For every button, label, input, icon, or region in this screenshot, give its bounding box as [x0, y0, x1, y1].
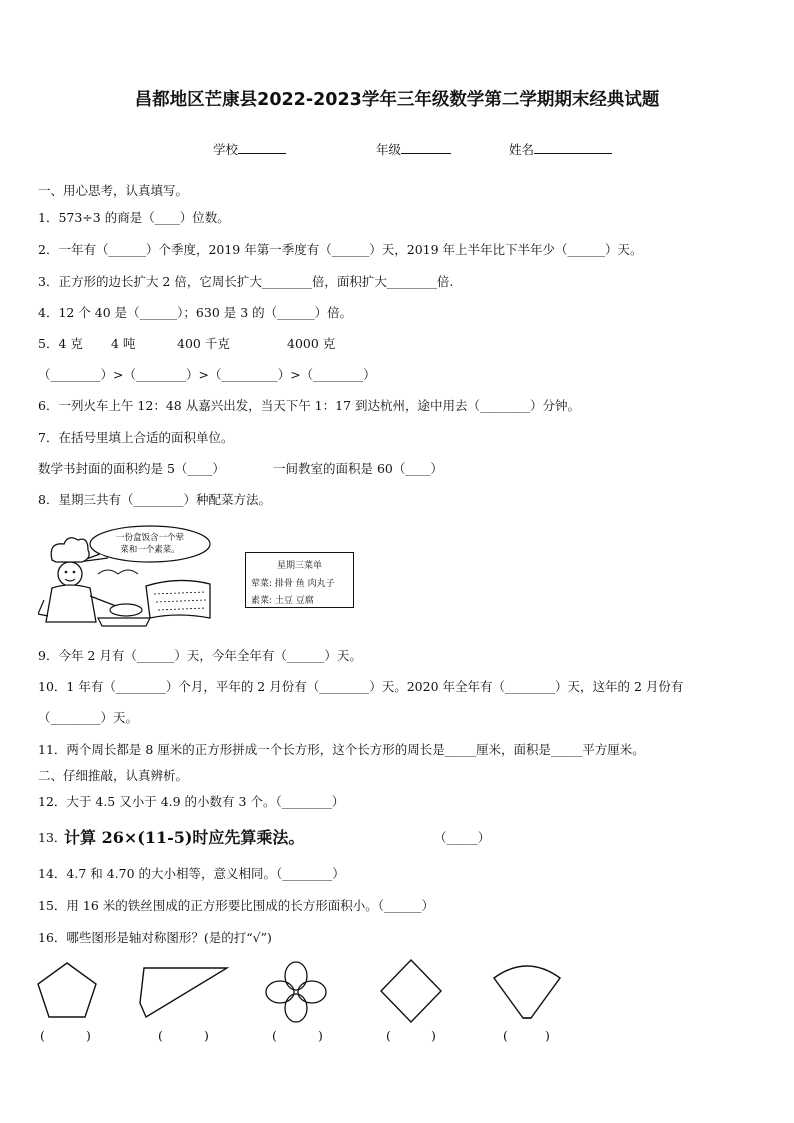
question-7-part-b: 一间教室的面积是 60（____）	[273, 461, 443, 476]
shape-5-open-paren: (	[503, 1028, 508, 1043]
question-5-item-4: 4000 克	[287, 336, 336, 351]
question-14: 14．4.7 和 4.70 的大小相等，意义相同。（________）	[38, 866, 345, 881]
chef-illustration	[38, 522, 214, 634]
menu-meat: 荤菜: 排骨 鱼 肉丸子	[251, 579, 335, 589]
question-16: 16．哪些图形是轴对称图形？(是的打“√”)	[38, 930, 272, 945]
chef-face-icon	[58, 562, 82, 586]
pan-icon	[110, 604, 142, 616]
section-2-heading: 二、仔细推敲，认真辨析。	[38, 768, 189, 783]
chef-hat-icon	[51, 538, 89, 562]
question-5-blanks: （________）>（________）>（_________）>（________）	[38, 367, 376, 382]
grade-blank[interactable]	[401, 141, 451, 154]
shape-4-open-paren: (	[386, 1028, 391, 1043]
speech-bubble-icon	[90, 526, 210, 562]
question-13-text: 计算 26×(11-5)时应先算乘法。	[64, 828, 305, 847]
question-11: 11．两个周长都是 8 厘米的正方形拼成一个长方形，这个长方形的周长是_____厘米，面积是_____平方厘米。	[38, 742, 645, 757]
question-8: 8．星期三共有（________）种配菜方法。	[38, 492, 271, 507]
question-2: 2．一年有（______）个季度，2019 年第一季度有（______）天，2019 年上半年比下半年少（______）天。	[38, 242, 643, 257]
section-1-heading: 一、用心思考，认真填写。	[38, 183, 189, 198]
shape-1-close-paren: )	[86, 1028, 91, 1043]
question-4: 4．12 个 40 是（______）；630 是 3 的（______）倍。	[38, 305, 353, 320]
school-field: 学校	[213, 140, 286, 158]
question-13-blank[interactable]: （_____）	[434, 830, 491, 845]
bubble-line-1: 一份盒饭含一个荤	[115, 533, 185, 543]
question-12: 12．大于 4.5 又小于 4.9 的小数有 3 个。（________）	[38, 794, 345, 809]
shape-4-close-paren: )	[431, 1028, 436, 1043]
question-5-item-1: 5．4 克	[38, 336, 83, 351]
shape-3-close-paren: )	[318, 1028, 323, 1043]
question-5-item-3: 400 千克	[177, 336, 230, 351]
question-13-number: 13．	[38, 830, 67, 845]
irregular-quadrilateral-icon	[132, 965, 232, 1021]
shape-1-open-paren: (	[40, 1028, 45, 1043]
shape-2-close-paren: )	[204, 1028, 209, 1043]
shape-2-open-paren: (	[158, 1028, 163, 1043]
four-petal-flower-icon	[263, 960, 329, 1024]
pentagon-icon	[34, 960, 100, 1020]
chef-body-icon	[46, 585, 96, 622]
question-10-continued: （________）天。	[38, 710, 139, 725]
school-blank[interactable]	[238, 141, 286, 154]
question-3: 3．正方形的边长扩大 2 倍，它周长扩大________倍，面积扩大________倍.	[38, 274, 454, 289]
menu-title: 星期三菜单	[276, 561, 322, 571]
page-title: 昌都地区芒康县2022-2023学年三年级数学第二学期期末经典试题	[134, 90, 660, 110]
steam-icon	[98, 570, 138, 574]
grade-field: 年级	[376, 140, 451, 158]
question-9: 9．今年 2 月有（______）天，今年全年有（______）天。	[38, 648, 362, 663]
question-1: 1．573÷3 的商是（____）位数。	[38, 210, 230, 225]
question-15: 15．用 16 米的铁丝围成的正方形要比围成的长方形面积小。（______）	[38, 898, 435, 913]
question-10: 10．1 年有（________）个月，平年的 2 月份有（________）天。2020 年全年有（________）天，这年的 2 月份有	[38, 679, 684, 694]
rhombus-icon	[378, 958, 444, 1024]
menu-veg: 素菜: 土豆 豆腐	[251, 596, 314, 606]
name-blank[interactable]	[534, 141, 612, 154]
fan-sector-icon	[490, 960, 564, 1024]
food-pan-icon	[146, 580, 210, 618]
question-5-item-2: 4 吨	[111, 336, 136, 351]
question-7-part-a: 数学书封面的面积约是 5（____）	[38, 461, 225, 476]
bubble-line-2: 菜和一个素菜。	[120, 545, 180, 555]
name-field: 姓名	[509, 140, 612, 158]
menu-box	[245, 552, 354, 608]
shape-5-close-paren: )	[545, 1028, 550, 1043]
question-6: 6．一列火车上午 12：48 从嘉兴出发，当天下午 1：17 到达杭州，途中用去（________）分钟。	[38, 398, 581, 413]
question-7: 7．在括号里填上合适的面积单位。	[38, 430, 234, 445]
tray-icon	[98, 618, 150, 626]
shape-3-open-paren: (	[272, 1028, 277, 1043]
